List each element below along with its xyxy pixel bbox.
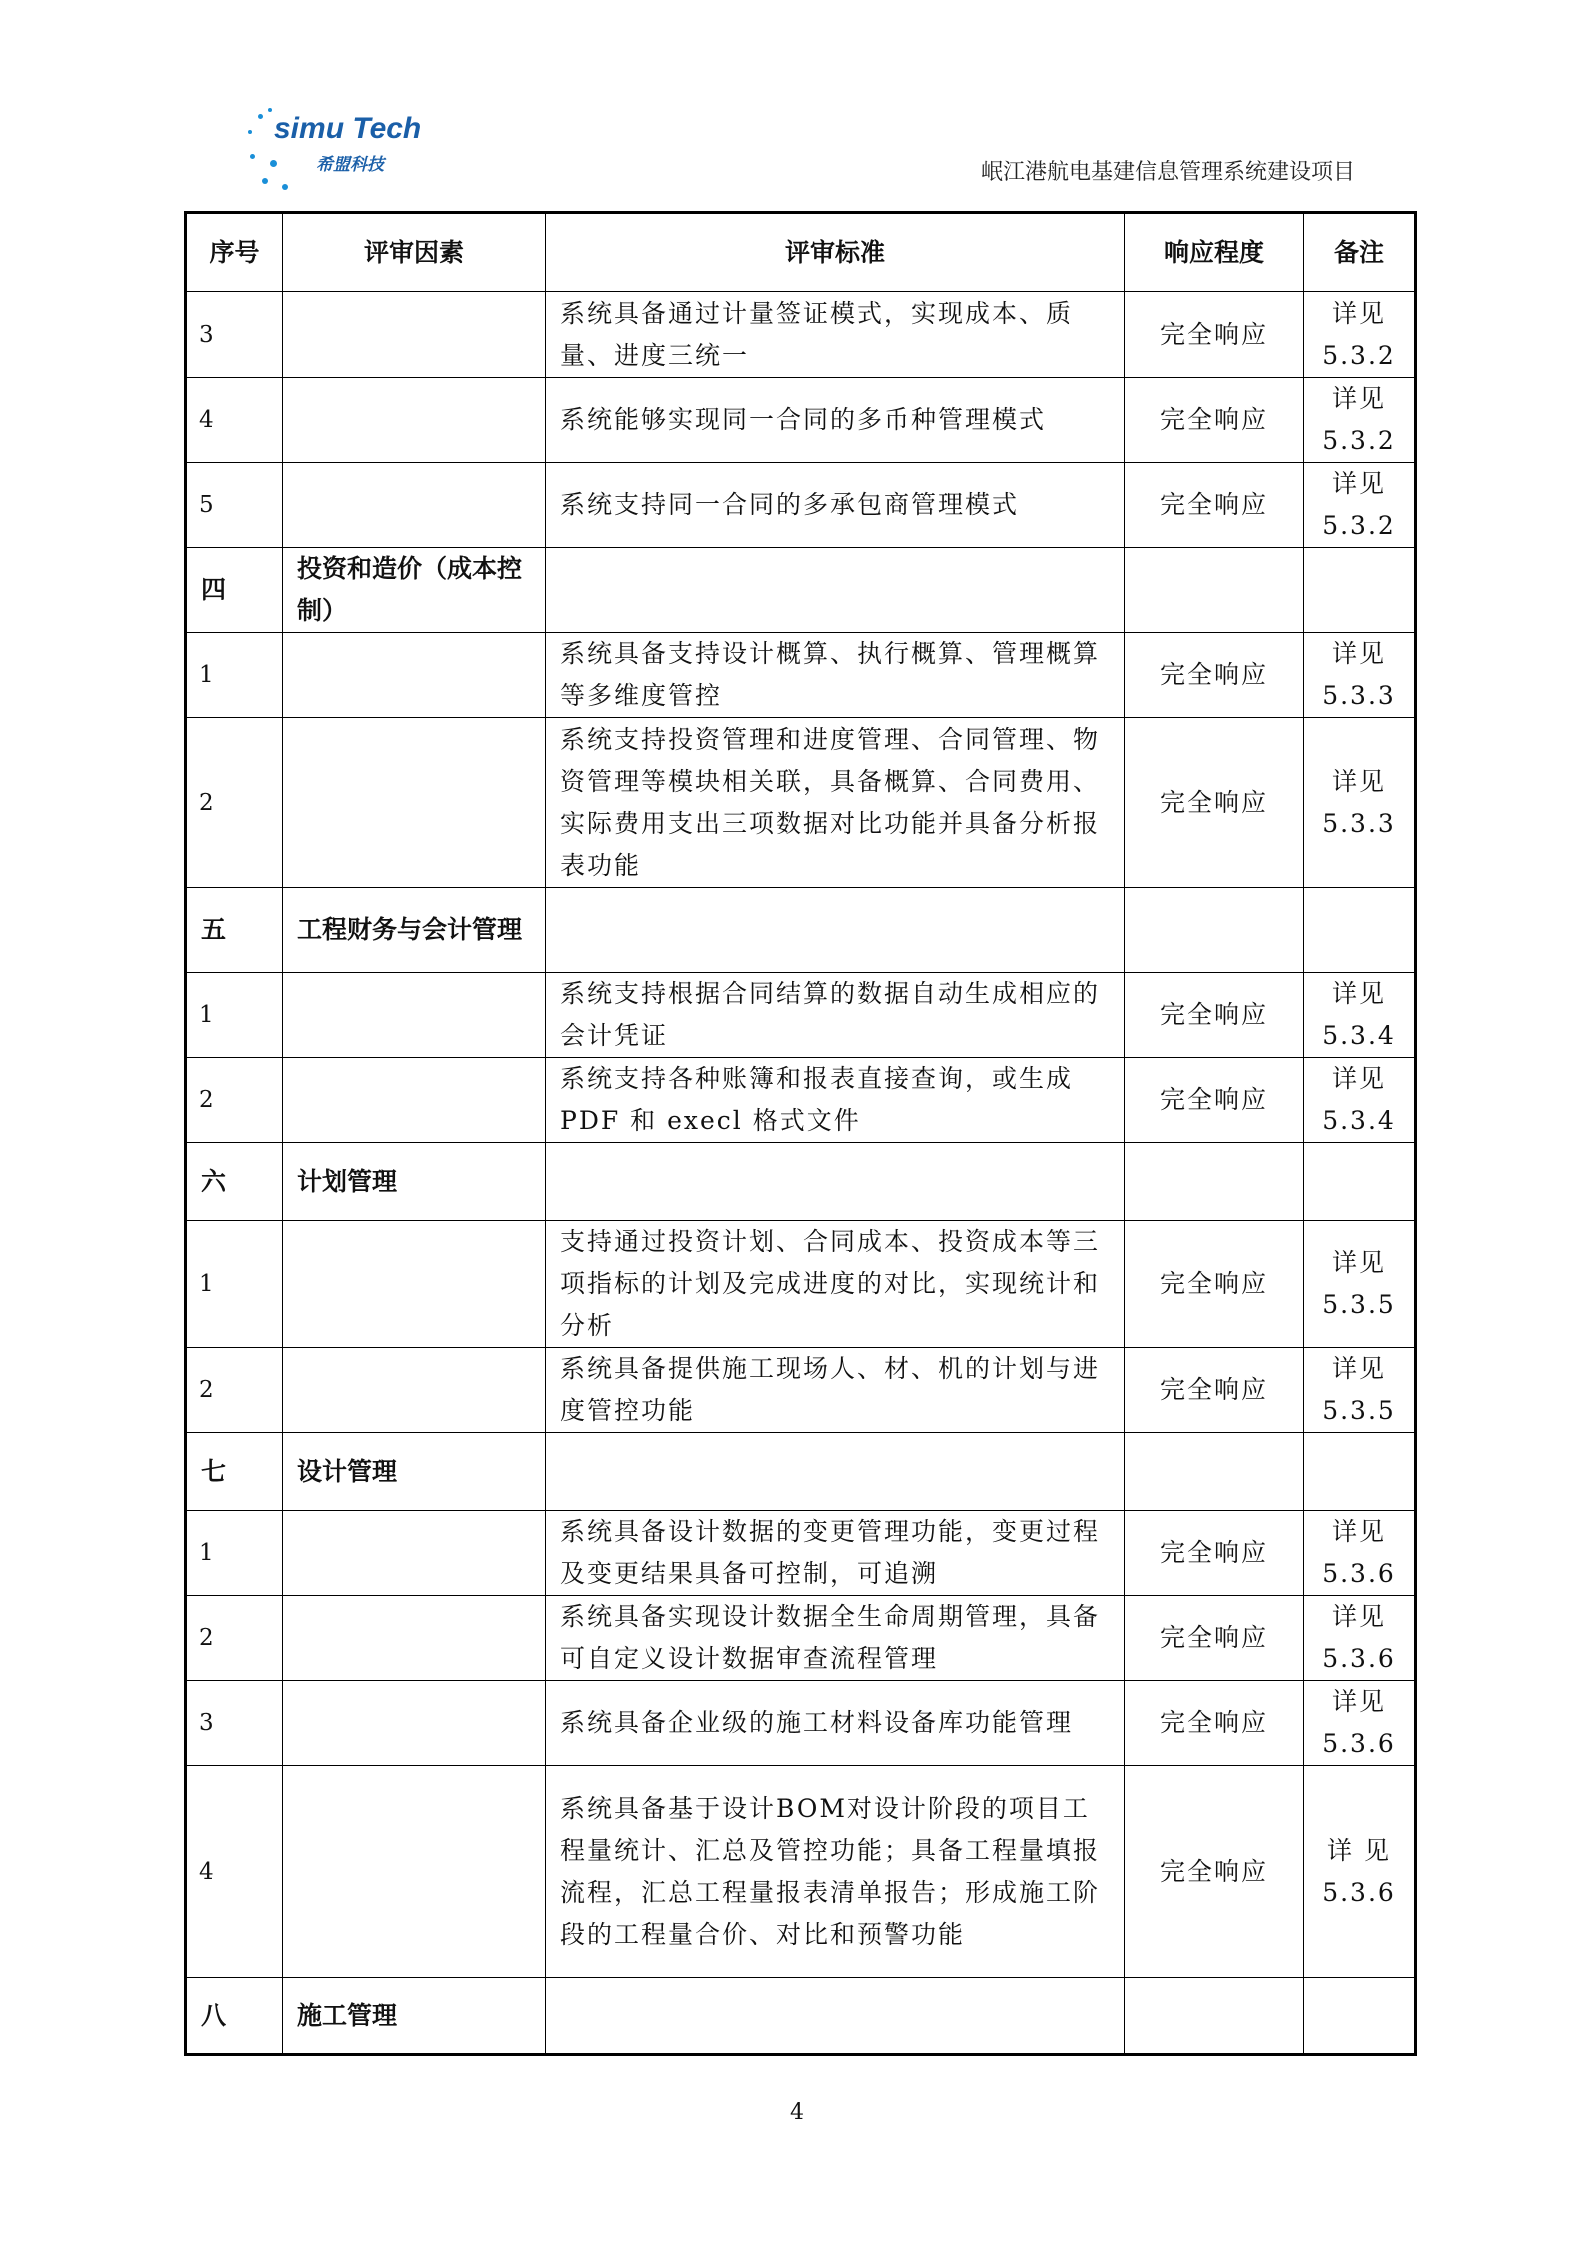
row-factor: 计划管理 bbox=[283, 1143, 546, 1221]
row-response: 完全响应 bbox=[1125, 292, 1304, 378]
row-criterion: 系统具备支持设计概算、执行概算、管理概算等多维度管控 bbox=[546, 633, 1125, 718]
table-row bbox=[186, 1681, 1416, 1766]
row-response bbox=[1125, 548, 1304, 633]
row-note: 详见 5.3.5 bbox=[1304, 1221, 1416, 1348]
header-title: 岷江港航电基建信息管理系统建设项目 bbox=[980, 160, 1355, 185]
row-number: 2 bbox=[186, 1596, 283, 1681]
row-factor bbox=[283, 463, 546, 548]
category-row bbox=[186, 1143, 1416, 1221]
row-factor bbox=[283, 1766, 546, 1978]
row-note bbox=[1304, 548, 1416, 633]
row-number: 五 bbox=[186, 888, 283, 973]
row-criterion: 系统支持各种账簿和报表直接查询，或生成 PDF 和 execl 格式文件 bbox=[546, 1058, 1125, 1143]
row-number: 5 bbox=[186, 463, 283, 548]
row-criterion: 系统支持同一合同的多承包商管理模式 bbox=[546, 463, 1125, 548]
row-criterion: 系统具备企业级的施工材料设备库功能管理 bbox=[546, 1681, 1125, 1766]
category-row bbox=[186, 1978, 1416, 2055]
row-note: 详见 5.3.2 bbox=[1304, 463, 1416, 548]
row-factor: 设计管理 bbox=[283, 1433, 546, 1511]
row-note: 详见 5.3.5 bbox=[1304, 1348, 1416, 1433]
row-criterion bbox=[546, 1433, 1125, 1511]
row-number: 2 bbox=[186, 1348, 283, 1433]
row-note: 详见 5.3.3 bbox=[1304, 633, 1416, 718]
row-criterion bbox=[546, 888, 1125, 973]
row-response: 完全响应 bbox=[1125, 1766, 1304, 1978]
row-criterion: 支持通过投资计划、合同成本、投资成本等三项指标的计划及完成进度的对比，实现统计和分析 bbox=[546, 1221, 1125, 1348]
row-factor bbox=[283, 1348, 546, 1433]
header-factor: 评审因素 bbox=[283, 213, 546, 292]
row-criterion bbox=[546, 1143, 1125, 1221]
logo-dot-icon bbox=[262, 178, 268, 184]
row-response: 完全响应 bbox=[1125, 1221, 1304, 1348]
row-criterion: 系统具备实现设计数据全生命周期管理，具备可自定义设计数据审查流程管理 bbox=[546, 1596, 1125, 1681]
logo-dot-icon bbox=[270, 160, 277, 167]
row-factor bbox=[283, 973, 546, 1058]
row-note: 详见 5.3.6 bbox=[1304, 1596, 1416, 1681]
logo-dot-icon bbox=[282, 184, 288, 190]
row-note: 详见 5.3.2 bbox=[1304, 378, 1416, 463]
row-note bbox=[1304, 1978, 1416, 2055]
row-response: 完全响应 bbox=[1125, 1681, 1304, 1766]
row-response: 完全响应 bbox=[1125, 633, 1304, 718]
row-factor bbox=[283, 292, 546, 378]
row-number: 4 bbox=[186, 378, 283, 463]
row-criterion: 系统具备提供施工现场人、材、机的计划与进度管控功能 bbox=[546, 1348, 1125, 1433]
row-note: 详见 5.3.4 bbox=[1304, 1058, 1416, 1143]
evaluation-table bbox=[184, 211, 1417, 2056]
row-factor bbox=[283, 633, 546, 718]
logo-dot-icon bbox=[248, 130, 252, 134]
row-number: 四 bbox=[186, 548, 283, 633]
row-number: 1 bbox=[186, 633, 283, 718]
logo-dot-icon bbox=[258, 114, 263, 119]
row-note: 详见 5.3.2 bbox=[1304, 292, 1416, 378]
logo-cn: 希盟科技 bbox=[316, 155, 384, 175]
row-response: 完全响应 bbox=[1125, 718, 1304, 888]
row-response: 完全响应 bbox=[1125, 1596, 1304, 1681]
row-response bbox=[1125, 1433, 1304, 1511]
row-note: 详见 5.3.6 bbox=[1304, 1681, 1416, 1766]
row-factor bbox=[283, 378, 546, 463]
row-number: 3 bbox=[186, 1681, 283, 1766]
table-row bbox=[186, 718, 1416, 888]
row-factor bbox=[283, 1596, 546, 1681]
row-number: 六 bbox=[186, 1143, 283, 1221]
header-no: 序号 bbox=[186, 213, 283, 292]
row-factor bbox=[283, 1058, 546, 1143]
table-header-row bbox=[186, 213, 1416, 292]
row-response bbox=[1125, 888, 1304, 973]
row-factor: 投资和造价（成本控制） bbox=[283, 548, 546, 633]
row-note bbox=[1304, 1143, 1416, 1221]
page-number: 4 bbox=[790, 2100, 804, 2125]
logo-text: simu Tech bbox=[274, 112, 422, 145]
table-row bbox=[186, 292, 1416, 378]
row-note bbox=[1304, 1433, 1416, 1511]
row-criterion: 系统支持根据合同结算的数据自动生成相应的会计凭证 bbox=[546, 973, 1125, 1058]
header-response: 响应程度 bbox=[1125, 213, 1304, 292]
row-number: 1 bbox=[186, 1511, 283, 1596]
row-number: 2 bbox=[186, 1058, 283, 1143]
category-row bbox=[186, 888, 1416, 973]
table-row bbox=[186, 1511, 1416, 1596]
logo-dot-icon bbox=[268, 108, 272, 112]
table-row bbox=[186, 973, 1416, 1058]
row-criterion: 系统能够实现同一合同的多币种管理模式 bbox=[546, 378, 1125, 463]
row-response bbox=[1125, 1143, 1304, 1221]
row-factor bbox=[283, 1511, 546, 1596]
row-response: 完全响应 bbox=[1125, 973, 1304, 1058]
row-number: 八 bbox=[186, 1978, 283, 2055]
header-criterion: 评审标准 bbox=[546, 213, 1125, 292]
category-row bbox=[186, 1433, 1416, 1511]
header-note: 备注 bbox=[1304, 213, 1416, 292]
row-note: 详 见 5.3.6 bbox=[1304, 1766, 1416, 1978]
row-number: 1 bbox=[186, 973, 283, 1058]
table-row bbox=[186, 633, 1416, 718]
row-note: 详见 5.3.4 bbox=[1304, 973, 1416, 1058]
row-number: 4 bbox=[186, 1766, 283, 1978]
row-response: 完全响应 bbox=[1125, 1058, 1304, 1143]
company-logo bbox=[240, 108, 440, 198]
row-response: 完全响应 bbox=[1125, 378, 1304, 463]
row-criterion bbox=[546, 548, 1125, 633]
row-number: 1 bbox=[186, 1221, 283, 1348]
row-criterion bbox=[546, 1978, 1125, 2055]
logo-dot-icon bbox=[250, 154, 255, 159]
table-row bbox=[186, 463, 1416, 548]
row-criterion: 系统具备设计数据的变更管理功能，变更过程及变更结果具备可控制，可追溯 bbox=[546, 1511, 1125, 1596]
table-row bbox=[186, 1058, 1416, 1143]
row-criterion: 系统具备通过计量签证模式，实现成本、质量、进度三统一 bbox=[546, 292, 1125, 378]
row-response: 完全响应 bbox=[1125, 1511, 1304, 1596]
category-row bbox=[186, 548, 1416, 633]
row-note: 详见 5.3.3 bbox=[1304, 718, 1416, 888]
table-row bbox=[186, 1348, 1416, 1433]
row-factor bbox=[283, 718, 546, 888]
row-factor: 工程财务与会计管理 bbox=[283, 888, 546, 973]
row-number: 七 bbox=[186, 1433, 283, 1511]
row-response: 完全响应 bbox=[1125, 463, 1304, 548]
table-row bbox=[186, 378, 1416, 463]
row-number: 2 bbox=[186, 718, 283, 888]
row-response: 完全响应 bbox=[1125, 1348, 1304, 1433]
table-row bbox=[186, 1221, 1416, 1348]
row-factor: 施工管理 bbox=[283, 1978, 546, 2055]
row-note: 详见 5.3.6 bbox=[1304, 1511, 1416, 1596]
row-factor bbox=[283, 1681, 546, 1766]
row-number: 3 bbox=[186, 292, 283, 378]
row-response bbox=[1125, 1978, 1304, 2055]
table-row bbox=[186, 1596, 1416, 1681]
row-factor bbox=[283, 1221, 546, 1348]
table-row bbox=[186, 1766, 1416, 1978]
row-criterion: 系统具备基于设计BOM对设计阶段的项目工程量统计、汇总及管控功能；具备工程量填报流程，汇总工程量报表清单报告；形成施工阶段的工程量合价、对比和预警功能 bbox=[546, 1766, 1125, 1978]
row-criterion: 系统支持投资管理和进度管理、合同管理、物资管理等模块相关联，具备概算、合同费用、实际费用支出三项数据对比功能并具备分析报表功能 bbox=[546, 718, 1125, 888]
row-note bbox=[1304, 888, 1416, 973]
